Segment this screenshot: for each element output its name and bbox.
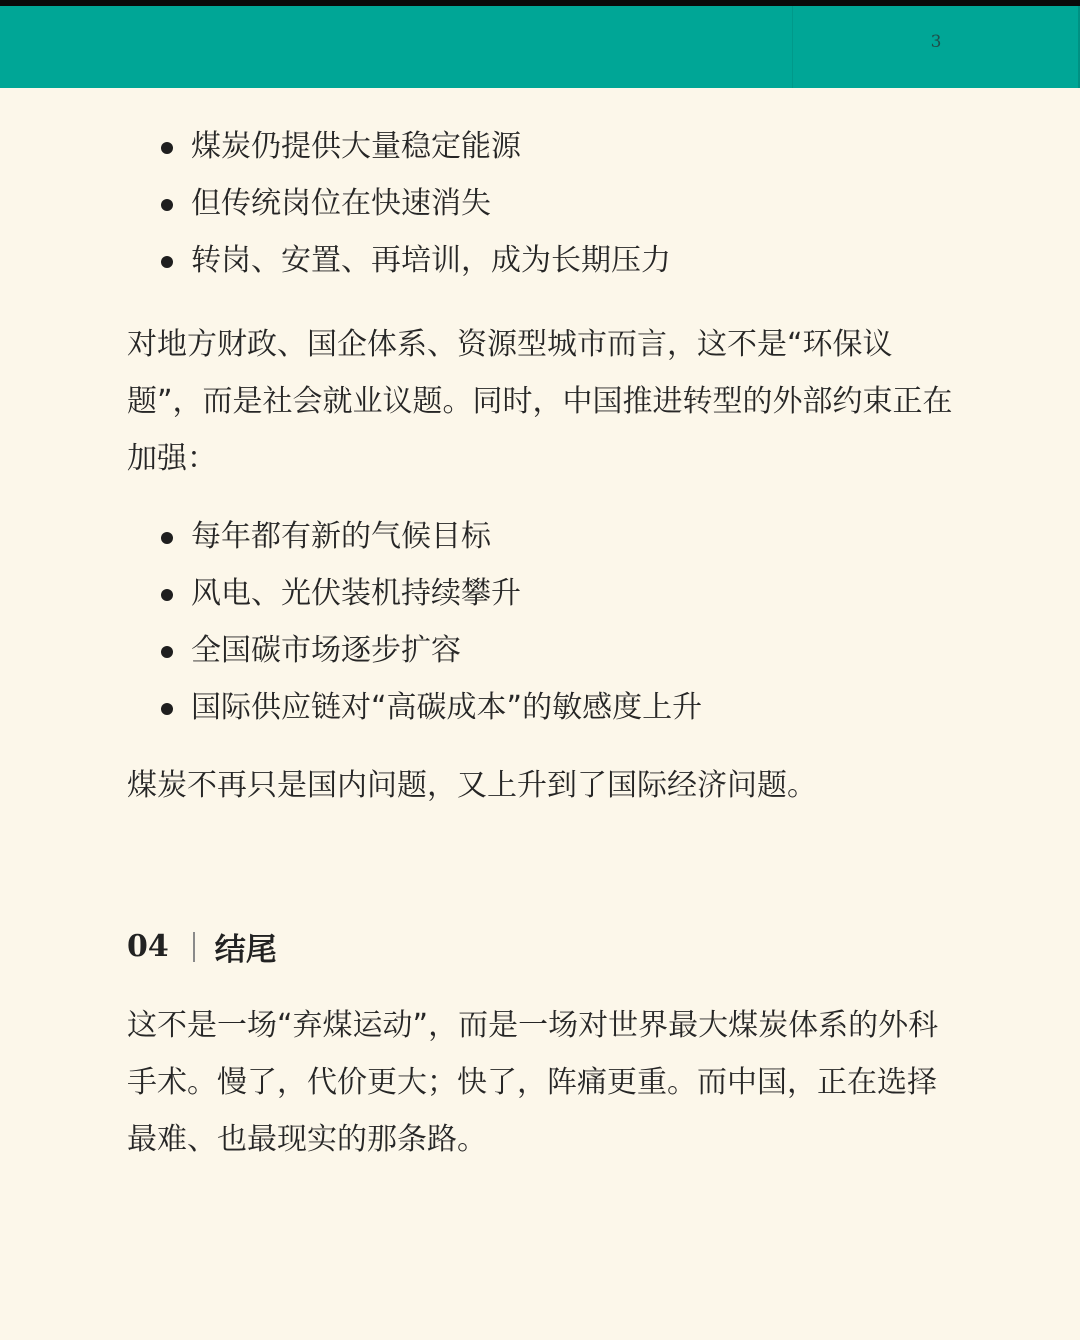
bullet-list-1 (127, 118, 957, 289)
list-item-text: 国际供应链对“高碳成本”的敏感度上升 (191, 690, 703, 725)
list-item (127, 565, 957, 622)
paragraph-3: 这不是一场“弃煤运动”，而是一场对世界最大煤炭体系的外科手术。慢了，代价更大；快了，阵痛更重。而中国，正在选择最难、也最现实的那条路。 (127, 1008, 939, 1157)
paragraph-1: 对地方财政、国企体系、资源型城市而言，这不是“环保议题”，而是社会就业议题。同时，中国推进转型的外部约束正在加强： (127, 327, 953, 476)
list-item (127, 679, 957, 736)
list-item-text: 转岗、安置、再培训，成为长期压力 (191, 243, 671, 278)
list-item (127, 232, 957, 289)
section-separator (193, 932, 195, 962)
list-item-text: 煤炭仍提供大量稳定能源 (191, 129, 521, 164)
bullet-icon (161, 646, 173, 658)
bullet-icon (161, 256, 173, 268)
list-item-text: 风电、光伏装机持续攀升 (191, 576, 521, 611)
header-bar (0, 6, 1080, 88)
header-divider (792, 6, 793, 88)
bullet-icon (161, 142, 173, 154)
article-body (127, 118, 957, 1168)
list-item-text: 但传统岗位在快速消失 (191, 186, 491, 221)
list-item-text: 全国碳市场逐步扩容 (191, 633, 461, 668)
bullet-icon (161, 199, 173, 211)
list-item (127, 508, 957, 565)
list-item (127, 175, 957, 232)
list-item (127, 118, 957, 175)
bullet-list-2 (127, 508, 957, 736)
page-number: 3 (930, 32, 942, 52)
list-item-text: 每年都有新的气候目标 (191, 519, 491, 554)
bullet-icon (161, 589, 173, 601)
paragraph-2: 煤炭不再只是国内问题，又上升到了国际经济问题。 (127, 768, 817, 803)
bullet-icon (161, 532, 173, 544)
section-number: 04 (127, 929, 169, 964)
bullet-icon (161, 703, 173, 715)
list-item (127, 622, 957, 679)
section-heading (127, 918, 957, 975)
section-title: 结尾 (214, 932, 277, 968)
